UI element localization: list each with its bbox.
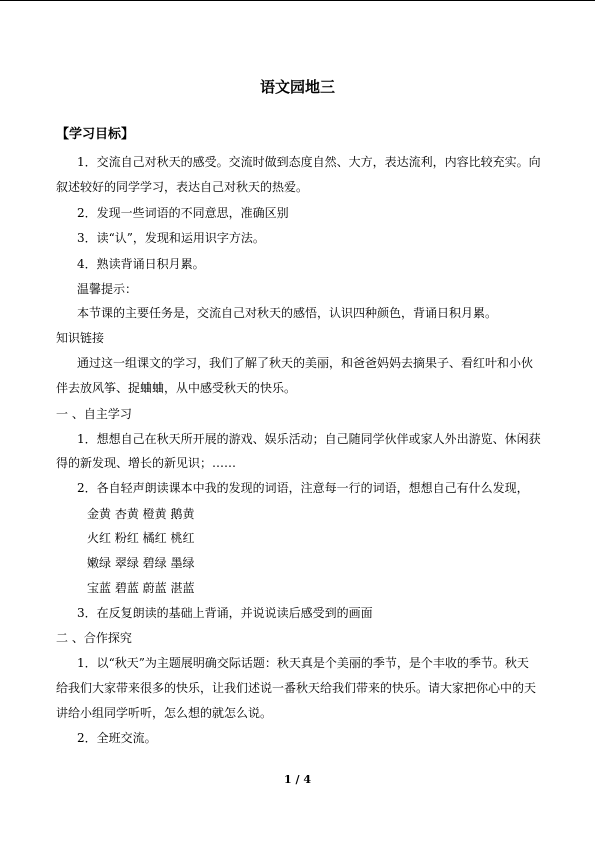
part-1-item-1-line-2: 得的新发现、增长的新见识；…… bbox=[56, 456, 237, 470]
word-row-red: 火红 粉红 橘红 桃红 bbox=[87, 531, 195, 545]
part-2-item-1-line-2: 给我们大家带来很多的快乐，让我们述说一番秋天给我们带来的快乐。请大家把你心中的天 bbox=[56, 681, 537, 695]
tip-text: 本节课的主要任务是，交流自己对秋天的感悟，认识四种颜色，背诵日积月累。 bbox=[77, 306, 498, 320]
goal-4: 4．熟读背诵日积月累。 bbox=[77, 257, 205, 271]
goal-3: 3．读“认”，发现和运用识字方法。 bbox=[77, 231, 265, 245]
knowledge-label: 知识链接 bbox=[56, 331, 105, 345]
part-2-heading: 二 、合作探究 bbox=[56, 631, 132, 645]
page-title: 语文园地三 bbox=[259, 78, 335, 96]
tip-label: 温馨提示： bbox=[77, 282, 138, 296]
part-2-item-1-line-3: 讲给小组同学听听，怎么想的就怎么说。 bbox=[56, 706, 273, 720]
knowledge-line-1: 通过这一组课文的学习，我们了解了秋天的美丽，和爸爸妈妈去摘果子、看红叶和小伙 bbox=[77, 356, 534, 370]
word-row-green: 嫩绿 翠绿 碧绿 墨绿 bbox=[87, 556, 195, 570]
part-1-heading: 一 、自主学习 bbox=[56, 407, 132, 421]
goal-1-line-2: 叙述较好的同学学习，表达自己对秋天的热爱。 bbox=[56, 180, 309, 194]
goal-2: 2．发现一些词语的不同意思，准确区别 bbox=[77, 206, 289, 220]
part-2-item-2: 2．全班交流。 bbox=[77, 731, 157, 745]
part-2-item-1-line-1: 1．以“秋天”为主题展明确交际话题：秋天真是个美丽的季节，是个丰收的季节。秋天 bbox=[77, 656, 529, 670]
page-number: 1 / 4 bbox=[284, 773, 311, 786]
word-row-yellow: 金黄 杏黄 橙黄 鹅黄 bbox=[87, 507, 195, 521]
part-1-item-2: 2．各自轻声朗读课本中我的发现的词语，注意每一行的词语，想想自己有什么发现， bbox=[77, 481, 529, 495]
part-1-item-1-line-1: 1．想想自己在秋天所开展的游戏、娱乐活动；自己随同学伙伴或家人外出游览、休闲获 bbox=[77, 432, 541, 446]
section-heading-goals: 【学习目标】 bbox=[56, 127, 135, 142]
goal-1-line-1: 1．交流自己对秋天的感受。交流时做到态度自然、大方，表达流利，内容比较充实。向 bbox=[77, 155, 541, 169]
knowledge-line-2: 伴去放风筝、捉蛐蛐，从中感受秋天的快乐。 bbox=[56, 381, 297, 395]
top-rule bbox=[0, 0, 595, 1]
word-row-blue: 宝蓝 碧蓝 蔚蓝 湛蓝 bbox=[87, 581, 195, 595]
part-1-item-3: 3．在反复朗读的基础上背诵，并说说读后感受到的画面 bbox=[77, 606, 373, 620]
